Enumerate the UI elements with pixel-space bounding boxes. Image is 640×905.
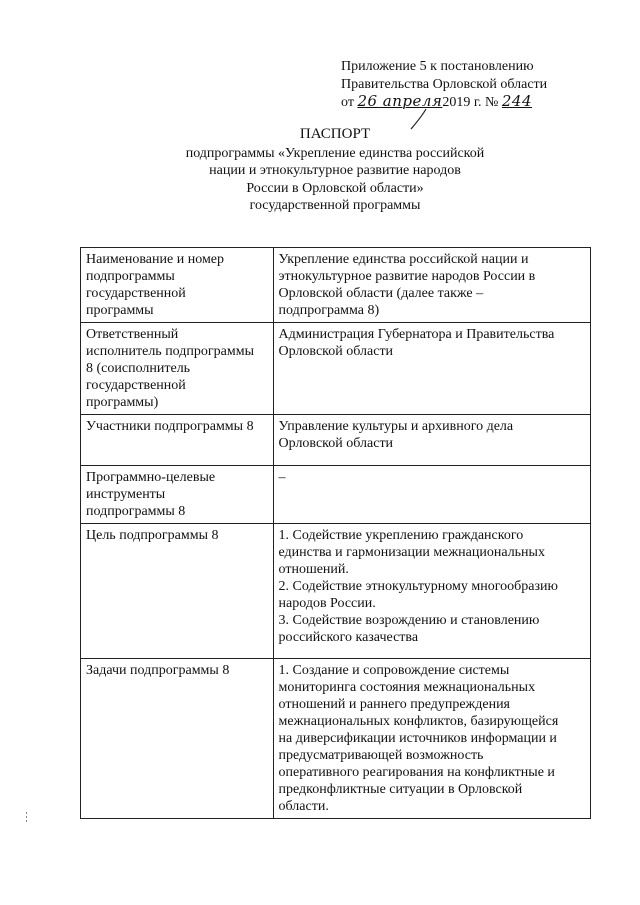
value-line: на диверсификации источников информации и [278, 731, 557, 746]
table-row [81, 248, 591, 323]
table-row [81, 415, 591, 466]
value-line: 1. Создание и сопровождение системы [278, 663, 510, 678]
label-line: Наименование и номер [86, 252, 225, 267]
row-label [81, 248, 274, 323]
value-line: межнациональных конфликтов, базирующейся [278, 714, 559, 729]
value-line: 1. Содействие укреплению гражданского [278, 528, 524, 543]
document-title-block [100, 126, 570, 215]
value-line: Орловской области [278, 436, 394, 451]
value-line: мониторинга состояния межнациональных [278, 680, 536, 695]
row-value [273, 466, 590, 524]
value-line: народов России. [278, 596, 376, 611]
table-row [81, 659, 591, 819]
approval-line-2: Правительства Орловской области [341, 76, 548, 92]
approval-line-1: Приложение 5 к постановлению [341, 59, 534, 74]
value-line: Орловской области (далее также – [278, 286, 484, 301]
subtitle-line-4: государственной программы [249, 198, 421, 213]
row-label [81, 659, 274, 819]
value-line: отношений. [278, 562, 349, 577]
label-line: Участники подпрограммы 8 [86, 419, 254, 434]
value-line: оперативного реагирования на конфликтные и [278, 765, 555, 780]
row-value [273, 415, 590, 466]
label-line: инструменты [86, 487, 166, 502]
subtitle-line-2: нации и этнокультурное развитие народов [209, 163, 461, 178]
table-row [81, 323, 591, 415]
value-line: Администрация Губернатора и Правительства [278, 327, 555, 342]
value-line: предконфликтные ситуации в Орловской [278, 782, 523, 797]
approval-note [341, 58, 611, 112]
label-line: подпрограммы [86, 269, 175, 284]
approval-prefix: от [341, 95, 354, 110]
handwritten-date: 26 апреля [357, 92, 443, 110]
label-line: исполнитель подпрограммы [86, 344, 254, 359]
row-value [273, 524, 590, 659]
document-title: ПАСПОРТ [299, 126, 371, 142]
scan-margin-mark [25, 812, 28, 824]
passport-table [80, 247, 591, 819]
label-line: Цель подпрограммы 8 [86, 528, 219, 543]
value-line: 3. Содействие возрождению и становлению [278, 613, 540, 628]
value-line: Укрепление единства российской нации и [278, 252, 529, 267]
row-label [81, 415, 274, 466]
value-line: подпрограмма 8) [278, 303, 380, 318]
value-line: единства и гармонизации межнациональных [278, 545, 545, 560]
value-line: отношений и раннего предупреждения [278, 697, 510, 712]
label-line: государственной [86, 378, 186, 393]
table-row [81, 524, 591, 659]
value-line: Управление культуры и архивного дела [278, 419, 514, 434]
value-line: – [278, 470, 286, 485]
table-row [81, 466, 591, 524]
value-line: 2. Содействие этнокультурному многообразию [278, 579, 558, 594]
label-line: Ответственный [86, 327, 179, 342]
row-value [273, 323, 590, 415]
approval-year: 2019 г. № [442, 95, 499, 110]
label-line: Программно-целевые [86, 470, 216, 485]
subtitle-line-3: России в Орловской области» [246, 180, 424, 196]
handwritten-number: 244 [501, 92, 533, 110]
row-label [81, 323, 274, 415]
value-line: российского казачества [278, 630, 419, 645]
approval-line-3 [341, 93, 611, 112]
label-line: программы) [86, 395, 159, 410]
value-line: этнокультурное развитие народов России в [278, 269, 536, 284]
label-line: 8 (соисполнитель [86, 361, 191, 376]
row-value [273, 659, 590, 819]
value-line: Орловской области [278, 344, 394, 359]
row-value [273, 248, 590, 323]
value-line: предусматривающей возможность [278, 748, 484, 763]
row-label [81, 466, 274, 524]
subtitle-line-1: подпрограммы «Укрепление единства российской [185, 145, 485, 161]
row-label [81, 524, 274, 659]
label-line: государственной [86, 286, 186, 301]
value-line: области. [278, 799, 329, 814]
label-line: Задачи подпрограммы 8 [86, 663, 230, 678]
label-line: подпрограммы 8 [86, 504, 186, 519]
label-line: программы [86, 303, 154, 318]
